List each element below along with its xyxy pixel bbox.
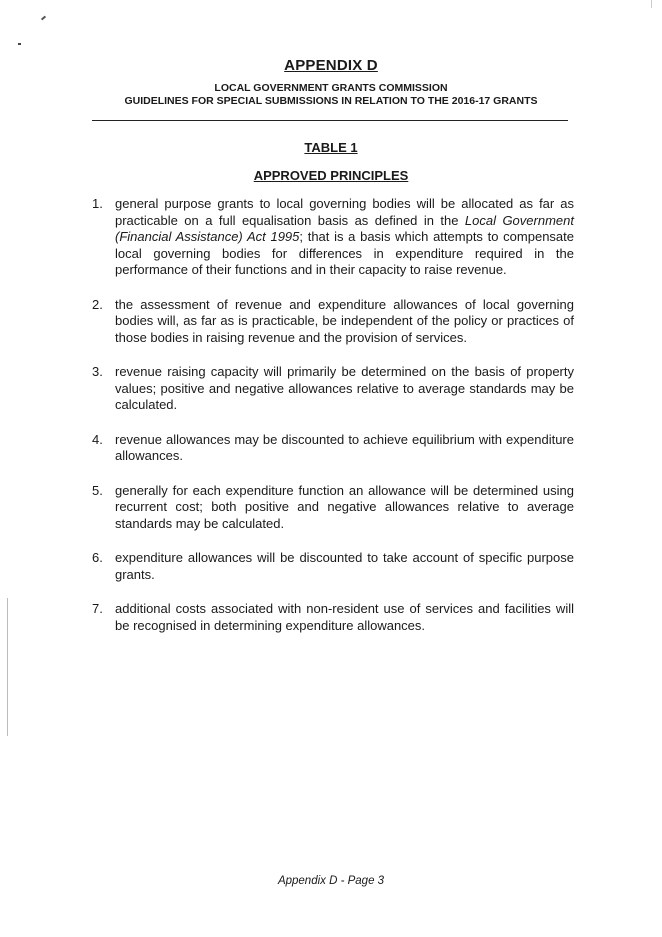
principle-text: the assessment of revenue and expenditure allowances of local governing bodies will, as far as is practicable, be independent of the policy or practices of those bodies in raising revenue and the provision of services. xyxy=(115,296,574,345)
page-footer: Appendix D - Page 3 xyxy=(277,875,385,887)
scan-dot xyxy=(18,43,21,45)
organization-name: LOCAL GOVERNMENT GRANTS COMMISSION xyxy=(214,82,448,94)
principle-item xyxy=(92,196,574,279)
scan-mark xyxy=(41,16,46,21)
act-title: Local Government (Financial Assistance) Act 1995 xyxy=(115,212,574,244)
principle-number: 4. xyxy=(92,431,103,447)
principle-text: general purpose grants to local governing bodies will be allocated as far as practicable on a full equalisation basis as defined in the Local Government (Financial Assistance) Act 1995; that is a basis which attempts to compensate local governing bodies for differences in expenditure required in the performance of their functions and in their capacity to raise revenue. xyxy=(115,196,574,277)
table-title: TABLE 1 xyxy=(304,140,358,155)
scan-margin-line xyxy=(7,598,8,736)
principle-item xyxy=(92,297,574,347)
principle-text: expenditure allowances will be discounted to take account of specific purpose grants. xyxy=(115,550,574,582)
principle-item xyxy=(92,364,574,414)
principle-item xyxy=(92,601,574,634)
principle-item xyxy=(92,432,574,465)
principle-text: revenue raising capacity will primarily be determined on the basis of property values; positive and negative allowances relative to average standards may be calculated. xyxy=(115,364,574,412)
principle-number: 3. xyxy=(92,364,103,379)
principles-heading: APPROVED PRINCIPLES xyxy=(253,168,409,183)
scan-corner-line xyxy=(651,0,652,8)
principle-number: 5. xyxy=(92,482,103,498)
principle-text: generally for each expenditure function an allowance will be determined using recurrent cost; both positive and negative allowances relative to average standards may be calculated. xyxy=(115,482,574,531)
principles-list xyxy=(92,196,574,652)
principle-item xyxy=(92,483,574,533)
principle-text: additional costs associated with non-resident use of services and facilities will be recognised in determining expenditure allowances. xyxy=(115,601,574,633)
header-divider xyxy=(92,120,568,121)
principle-number: 7. xyxy=(92,601,103,616)
principle-text: revenue allowances may be discounted to achieve equilibrium with expenditure allowances. xyxy=(115,431,574,463)
guidelines-heading: GUIDELINES FOR SPECIAL SUBMISSIONS IN RELATION TO THE 2016-17 GRANTS xyxy=(124,95,538,107)
principle-number: 6. xyxy=(92,550,103,565)
principle-item xyxy=(92,550,574,583)
principle-number: 1. xyxy=(92,196,103,211)
principle-number: 2. xyxy=(92,296,103,312)
appendix-title: APPENDIX D xyxy=(284,57,378,74)
